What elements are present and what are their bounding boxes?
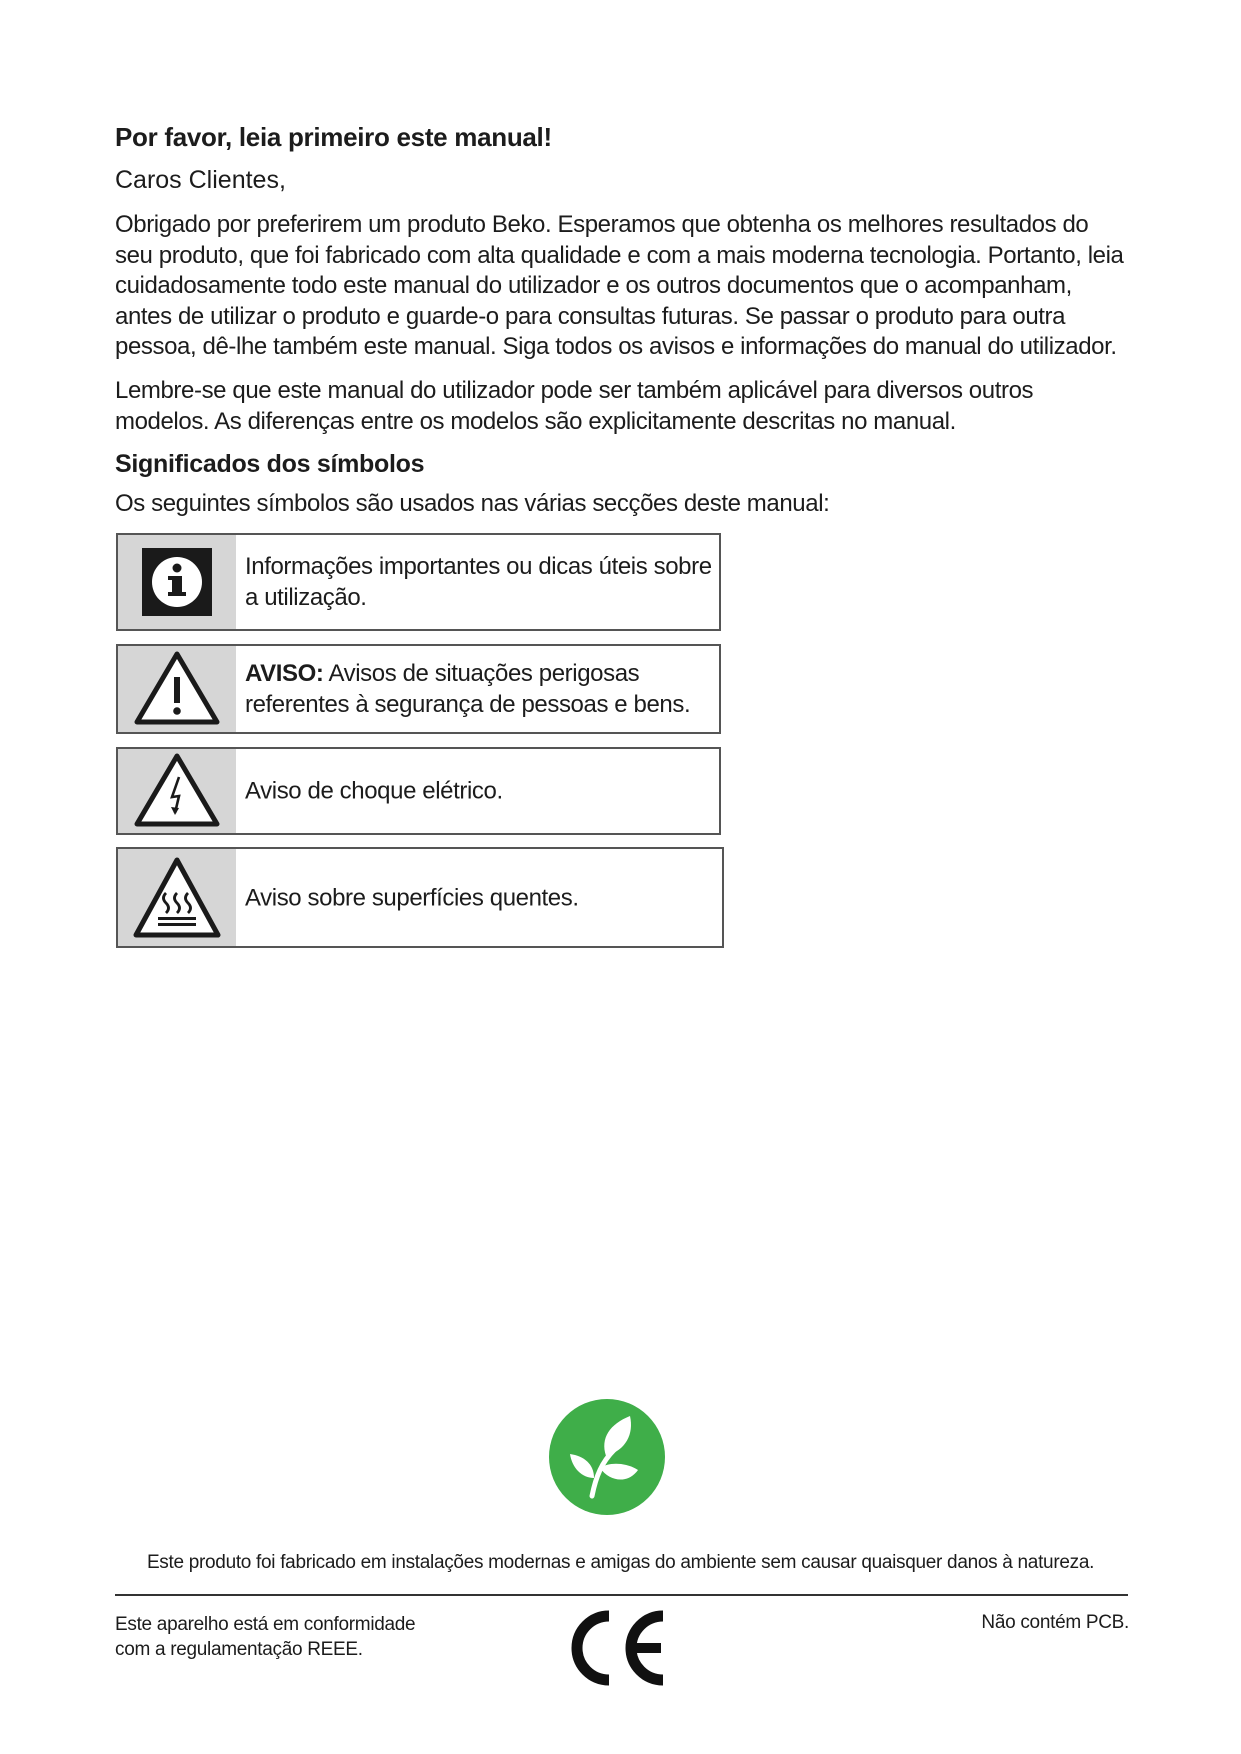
ce-mark-icon xyxy=(571,1608,671,1693)
symbols-intro: Os seguintes símbolos são usados nas várias secções deste manual: xyxy=(115,490,830,517)
footer-divider xyxy=(115,1594,1128,1596)
symbol-text-warning xyxy=(245,658,715,720)
electric-shock-icon xyxy=(118,749,236,833)
eco-leaf-icon xyxy=(548,1398,666,1521)
warning-icon xyxy=(118,646,236,732)
symbols-section-title: Significados dos símbolos xyxy=(115,450,425,478)
symbol-text-hot xyxy=(245,882,718,913)
symbol-desc: Avisos de situações perigosas referentes à segurança de pessoas e bens. xyxy=(245,660,691,718)
symbol-row-warning xyxy=(116,644,721,734)
symbol-row-electric-shock xyxy=(116,747,721,835)
symbol-desc: Aviso sobre superfícies quentes. xyxy=(245,884,579,911)
hot-surface-icon xyxy=(118,849,236,946)
symbol-text-electric xyxy=(245,776,715,807)
symbol-desc: Aviso de choque elétrico. xyxy=(245,777,503,805)
info-icon xyxy=(118,535,236,629)
weee-line-1: Este aparelho está em conformidade xyxy=(115,1614,416,1635)
symbol-desc: Informações importantes ou dicas úteis sobre a utilização. xyxy=(245,553,712,611)
salutation: Caros Clientes, xyxy=(115,166,286,194)
weee-compliance xyxy=(115,1612,415,1662)
symbol-text-info xyxy=(245,551,715,613)
pcb-statement: Não contém PCB. xyxy=(981,1612,1129,1633)
page-title: Por favor, leia primeiro este manual! xyxy=(115,122,552,152)
warning-label: AVISO: xyxy=(245,660,324,687)
weee-line-2: com a regulamentação REEE. xyxy=(115,1639,363,1660)
symbol-row-hot-surface xyxy=(116,847,724,948)
intro-paragraph-2: Lembre-se que este manual do utilizador pode ser também aplicável para diversos outros modelos. As diferenças entre os modelos são explicitamente descritas no manual. xyxy=(115,377,1034,435)
eco-statement: Este produto foi fabricado em instalações modernas e amigas do ambiente sem causar quaisquer danos à natureza. xyxy=(146,1552,1095,1573)
symbol-row-info xyxy=(116,533,721,631)
intro-paragraph-1: Obrigado por preferirem um produto Beko. Esperamos que obtenha os melhores resultados do seu produto, que foi fabricado com alta qualidade e com a mais moderna tecnologia. Portanto, leia cuidadosamente todo este manual do utilizador e os outros documentos que o acompanham, antes de utilizar o produto e guarde-o para consultas futuras. Se passar o produto para outra pessoa, dê-lhe também este manual. Siga todos os avisos e informações do manual do utilizador. xyxy=(115,211,1124,360)
